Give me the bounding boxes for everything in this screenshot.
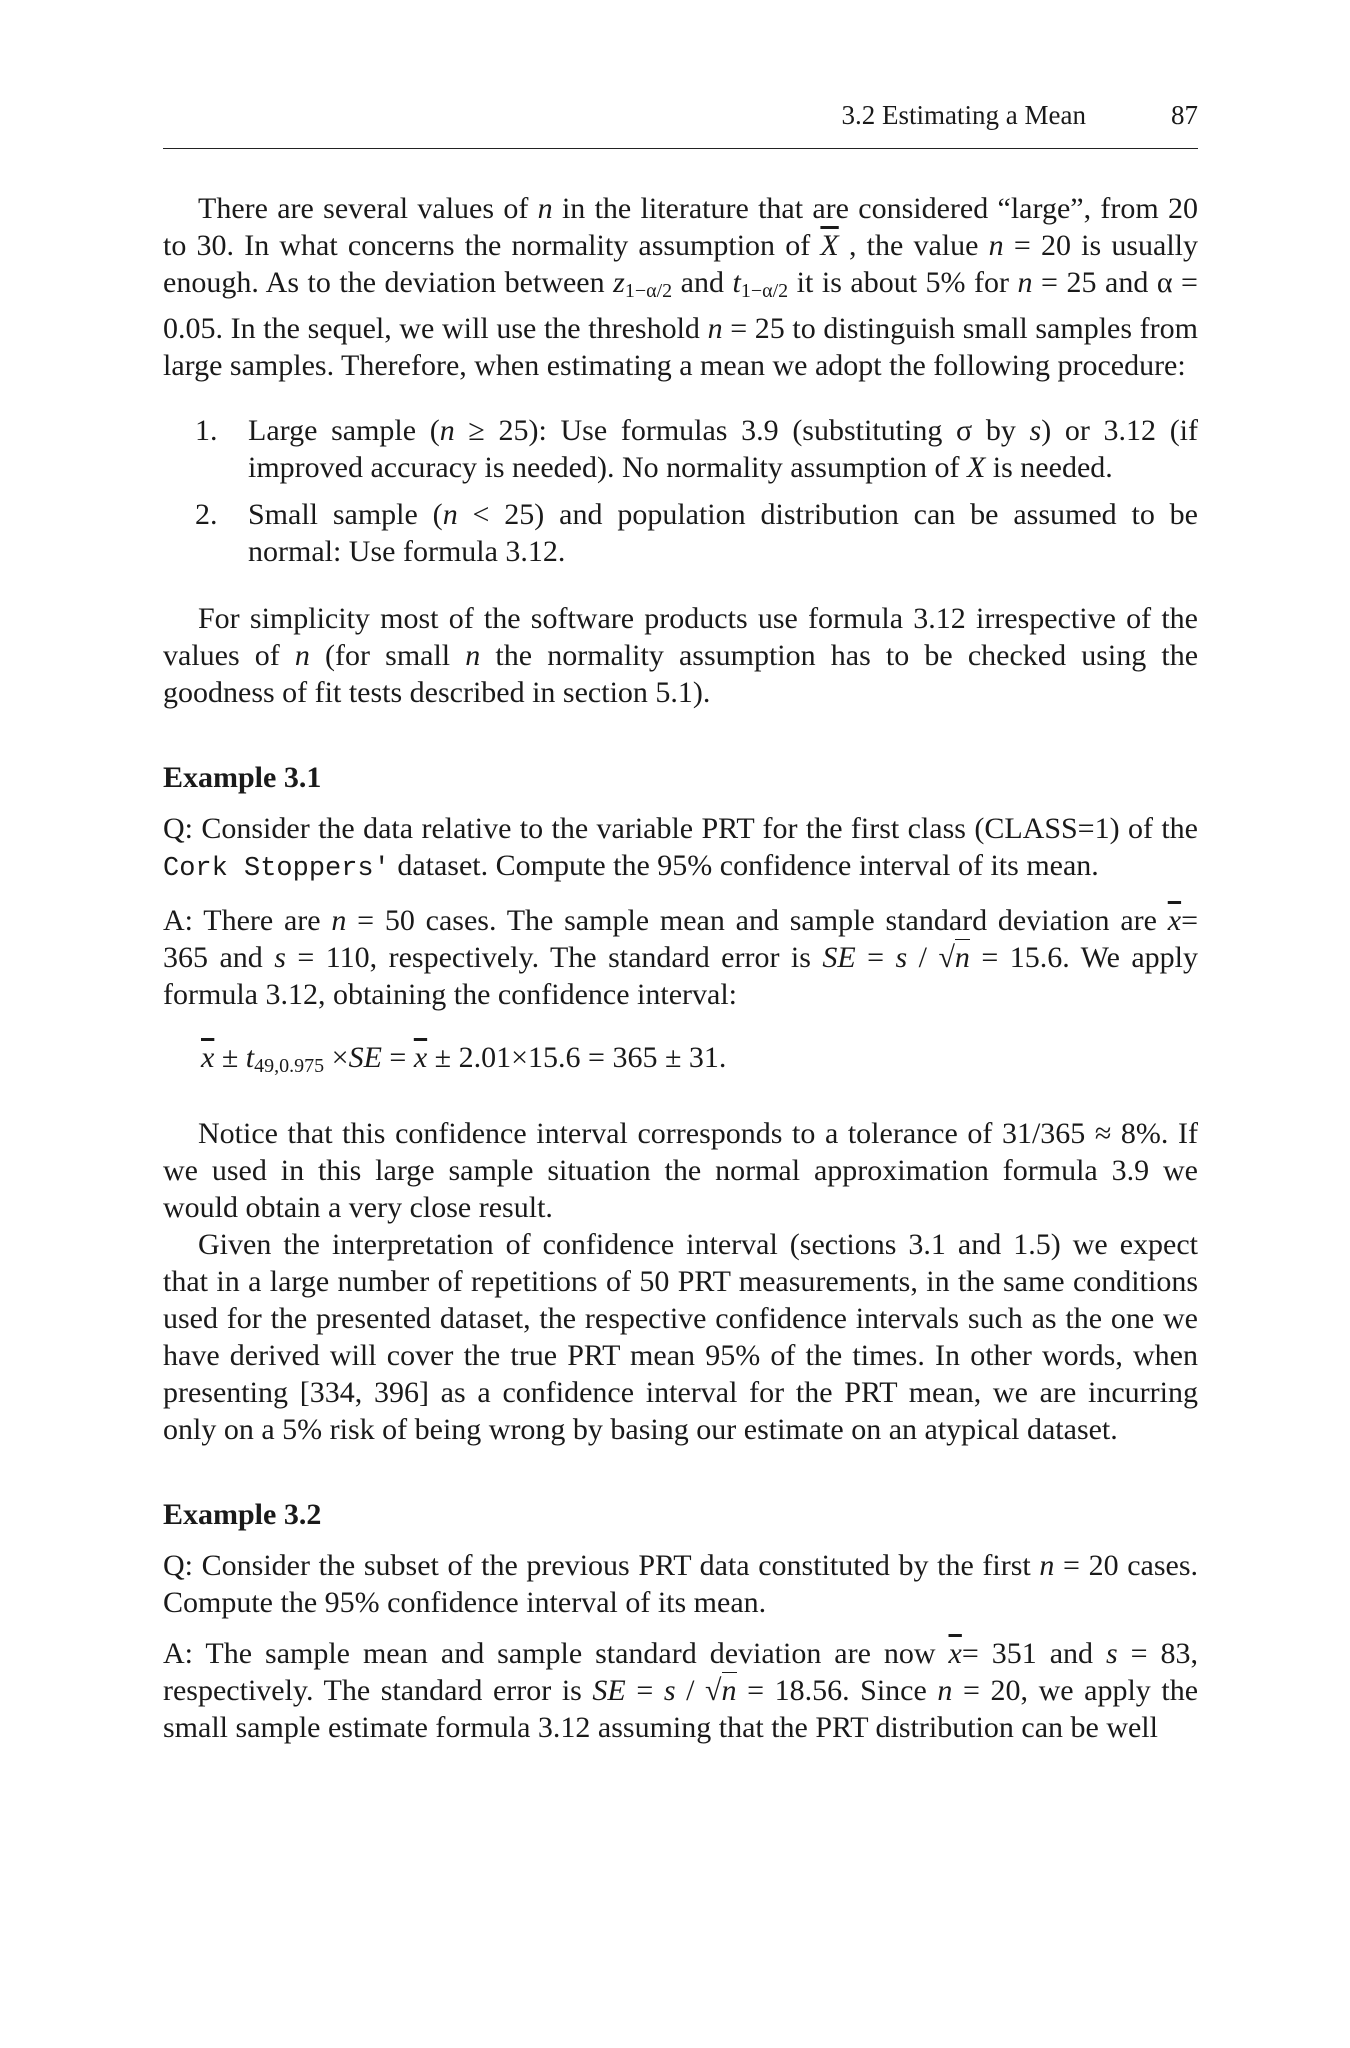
- example-3-1-question: Q: Consider the data relative to the variable PRT for the first class (CLASS=1) of the Cork Stoppers' dataset. Compute the 95% confidence interval of its mean.: [163, 812, 1198, 884]
- list-item: 2. Small sample (n < 25) and population distribution can be assumed to be normal: Use formula 3.12.: [195, 498, 1198, 568]
- page-header: [163, 100, 1198, 149]
- paragraph-large-n: There are several values of n in the literature that are considered “large”, from 20 to 30. In what concerns the normality assumption of $\overline{X}$ , the value n = 20 is usually enough. As to the deviation between $z_{1-\alpha/2}$ and $t_{1-\alpha/2}$ it is about 5% for n = 25 and α = 0.05. In the sequel, we will use the threshold n = 25 to distinguish small samples from large samples. Therefore, when estimating a mean we adopt the following procedure:: [163, 192, 1198, 382]
- confidence-interval-formula: $\overline{x} \pm t_{49,0.975} \times SE = \overline{x} \pm 2.01\times 15.6 = 365 \pm 31$.: [201, 1041, 727, 1077]
- example-3-1-heading: Example 3.1: [163, 761, 322, 794]
- running-title: 3.2 Estimating a Mean: [841, 100, 1086, 130]
- example-3-1-answer: A: There are n = 50 cases. The sample mean and sample standard deviation are $\overline{x}= 365$ and s = 110, respectively. The standard error is SE = s / √n = 15.6. We apply formula 3.12, obtaining the confidence interval:: [163, 904, 1198, 1011]
- paragraph-software: For simplicity most of the software products use formula 3.12 irrespective of the values of n (for small n the normality assumption has to be checked using the goodness of fit tests described in section 5.1).: [163, 602, 1199, 709]
- paragraph-notice: Notice that this confidence interval corresponds to a tolerance of 31/365 ≈ 8%. If we used in this large sample situation the normal approximation formula 3.9 we would obtain a very close result.: [163, 1117, 1198, 1224]
- example-3-2-question: Q: Consider the subset of the previous PRT data constituted by the first n = 20 cases. Compute the 95% confidence interval of its mean.: [163, 1549, 1198, 1619]
- page-number: 87: [1171, 100, 1198, 130]
- example-3-2-answer: A: The sample mean and sample standard deviation are now $\overline{x}= 351$ and s = 83, respectively. The standard error is SE = s / √n = 18.56. Since n = 20, we apply the small sample estimate formula 3.12 assuming that the PRT distribution can be well: [163, 1637, 1199, 1744]
- page-body: [163, 190, 1198, 1746]
- example-3-2-heading: Example 3.2: [163, 1498, 322, 1531]
- procedure-list: [163, 412, 1198, 570]
- list-item: 1. Large sample (n ≥ 25): Use formulas 3.9 (substituting σ by s) or 3.12 (if improved accuracy is needed). No normality assumption of X is needed.: [195, 414, 1199, 484]
- paragraph-interpretation: Given the interpretation of confidence interval (sections 3.1 and 1.5) we expect that in a large number of repetitions of 50 PRT measurements, in the same conditions used for the presented dataset, the respective confidence intervals such as the one we have derived will cover the true PRT mean 95% of the times. In other words, when presenting [334, 396] as a confidence interval for the PRT mean, we are incurring only on a 5% risk of being wrong by basing our estimate on an atypical dataset.: [163, 1228, 1198, 1446]
